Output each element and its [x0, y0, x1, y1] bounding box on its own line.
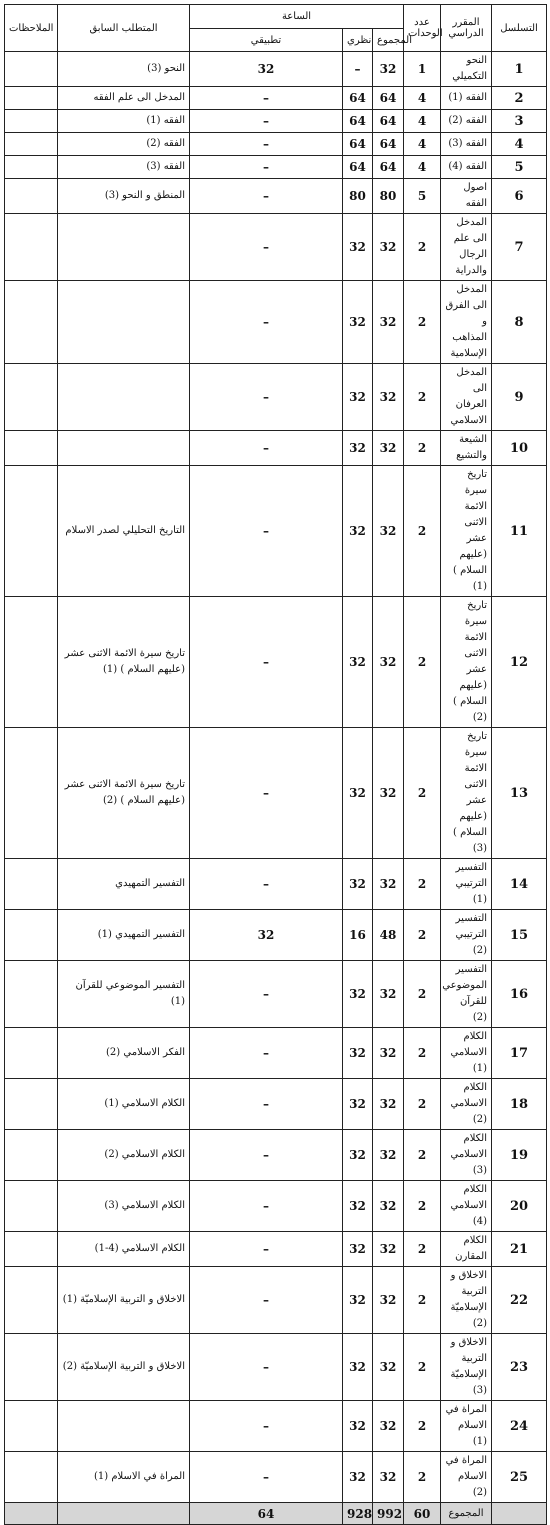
- total-hours-cell: 80: [373, 179, 404, 214]
- seq-cell: 16: [492, 961, 547, 1028]
- course-name-cell: الكلام المقارن: [441, 1232, 492, 1267]
- table-row: [5, 110, 547, 133]
- theory-hours-cell: 32: [343, 961, 373, 1028]
- course-name-cell: تاريخ سيرة الائمة الاثنى عشر (عليهم السلام ) (3): [441, 728, 492, 859]
- total-hours-cell: 32: [373, 281, 404, 364]
- units-cell: 2: [404, 1130, 441, 1181]
- units-cell: 2: [404, 597, 441, 728]
- units-cell: 4: [404, 133, 441, 156]
- course-name-cell: الكلام الاسلامي (2): [441, 1079, 492, 1130]
- practical-hours-cell: –: [190, 364, 343, 431]
- course-name-cell: المدخل الى الفرق و المذاهب الإسلامية: [441, 281, 492, 364]
- course-name-cell: الفقه (3): [441, 133, 492, 156]
- theory-hours-cell: 32: [343, 281, 373, 364]
- practical-hours-cell: –: [190, 961, 343, 1028]
- total-hours-cell: 32: [373, 364, 404, 431]
- remarks-cell: [5, 910, 58, 961]
- total-hours-cell: 64: [373, 156, 404, 179]
- prereq-cell: الفكر الاسلامي (2): [58, 1028, 190, 1079]
- table-row: [5, 1452, 547, 1503]
- practical-header: تطبيقي: [190, 29, 343, 52]
- theory-hours-cell: 32: [343, 728, 373, 859]
- theory-hours-cell: 64: [343, 133, 373, 156]
- prereq-cell: التاريخ التحليلي لصدر الاسلام: [58, 466, 190, 597]
- theory-hours-cell: 32: [343, 1079, 373, 1130]
- practical-hours-cell: –: [190, 87, 343, 110]
- totals-practical: 64: [190, 1503, 343, 1525]
- practical-hours-cell: –: [190, 1130, 343, 1181]
- table-row: [5, 1130, 547, 1181]
- practical-hours-cell: –: [190, 1334, 343, 1401]
- remarks-cell: [5, 431, 58, 466]
- remarks-cell: [5, 281, 58, 364]
- seq-cell: 20: [492, 1181, 547, 1232]
- theory-hours-cell: 32: [343, 431, 373, 466]
- totals-prereq-cell: [58, 1503, 190, 1525]
- remarks-cell: [5, 1232, 58, 1267]
- prereq-cell: المراة في الاسلام (1): [58, 1452, 190, 1503]
- units-cell: 2: [404, 859, 441, 910]
- total-hours-cell: 64: [373, 110, 404, 133]
- theory-hours-cell: 32: [343, 1401, 373, 1452]
- prereq-cell: الاخلاق و التربية الإسلاميّة (1): [58, 1267, 190, 1334]
- units-cell: 2: [404, 1079, 441, 1130]
- seq-cell: 17: [492, 1028, 547, 1079]
- units-cell: 2: [404, 1452, 441, 1503]
- curriculum-table: [4, 4, 547, 1525]
- table-row: [5, 910, 547, 961]
- units-cell: 4: [404, 110, 441, 133]
- practical-hours-cell: –: [190, 1079, 343, 1130]
- seq-cell: 6: [492, 179, 547, 214]
- units-cell: 2: [404, 961, 441, 1028]
- table-row: [5, 466, 547, 597]
- remarks-cell: [5, 1181, 58, 1232]
- table-row: [5, 1079, 547, 1130]
- practical-hours-cell: –: [190, 431, 343, 466]
- totals-hours: 992: [373, 1503, 404, 1525]
- remarks-cell: [5, 87, 58, 110]
- units-header: عدد الوحدات: [404, 5, 441, 52]
- prereq-cell: [58, 1401, 190, 1452]
- prereq-cell: تاريخ سيرة الائمة الاثنى عشر (عليهم السلام ) (2): [58, 728, 190, 859]
- remarks-cell: [5, 1334, 58, 1401]
- seq-cell: 8: [492, 281, 547, 364]
- seq-header: التسلسل: [492, 5, 547, 52]
- document-page: [4, 4, 546, 1525]
- course-name-cell: التفسير الترتيبي (1): [441, 859, 492, 910]
- prereq-cell: الفقه (2): [58, 133, 190, 156]
- practical-hours-cell: –: [190, 156, 343, 179]
- course-name-cell: الفقه (1): [441, 87, 492, 110]
- theory-hours-cell: 32: [343, 1334, 373, 1401]
- seq-cell: 14: [492, 859, 547, 910]
- seq-cell: 24: [492, 1401, 547, 1452]
- table-row: [5, 364, 547, 431]
- total-hours-cell: 32: [373, 1232, 404, 1267]
- theory-hours-cell: 80: [343, 179, 373, 214]
- units-cell: 2: [404, 364, 441, 431]
- practical-hours-cell: 32: [190, 910, 343, 961]
- practical-hours-cell: 32: [190, 52, 343, 87]
- prereq-cell: الكلام الاسلامي (1): [58, 1079, 190, 1130]
- course-name-cell: الفقه (4): [441, 156, 492, 179]
- remarks-cell: [5, 728, 58, 859]
- units-cell: 4: [404, 87, 441, 110]
- prereq-cell: الاخلاق و التربية الإسلاميّة (2): [58, 1334, 190, 1401]
- table-row: [5, 87, 547, 110]
- prereq-cell: التفسير التمهيدي (1): [58, 910, 190, 961]
- total-hours-cell: 32: [373, 1028, 404, 1079]
- total-hours-header: المجموع: [373, 29, 404, 52]
- seq-cell: 1: [492, 52, 547, 87]
- remarks-cell: [5, 597, 58, 728]
- total-hours-cell: 32: [373, 1401, 404, 1452]
- remarks-cell: [5, 179, 58, 214]
- prereq-cell: الكلام الاسلامي (2): [58, 1130, 190, 1181]
- table-row: [5, 961, 547, 1028]
- table-row: [5, 179, 547, 214]
- theory-hours-cell: 64: [343, 87, 373, 110]
- remarks-cell: [5, 466, 58, 597]
- prereq-cell: المدخل الى علم الفقه: [58, 87, 190, 110]
- units-cell: 2: [404, 466, 441, 597]
- theory-hours-cell: 32: [343, 1130, 373, 1181]
- remarks-cell: [5, 156, 58, 179]
- course-name-cell: التفسير الترتيبي (2): [441, 910, 492, 961]
- course-name-cell: تاريخ سيرة الائمة الاثنى عشر (عليهم السلام ) (1): [441, 466, 492, 597]
- theory-hours-cell: 32: [343, 466, 373, 597]
- table-row: [5, 281, 547, 364]
- total-hours-cell: 64: [373, 133, 404, 156]
- practical-hours-cell: –: [190, 1028, 343, 1079]
- units-cell: 2: [404, 1028, 441, 1079]
- remarks-cell: [5, 1028, 58, 1079]
- prereq-cell: [58, 214, 190, 281]
- seq-cell: 22: [492, 1267, 547, 1334]
- course-name-cell: الكلام الاسلامي (3): [441, 1130, 492, 1181]
- seq-cell: 19: [492, 1130, 547, 1181]
- remarks-cell: [5, 133, 58, 156]
- totals-row: [5, 1503, 547, 1525]
- theory-hours-cell: 32: [343, 1267, 373, 1334]
- theory-hours-cell: 32: [343, 597, 373, 728]
- prereq-cell: [58, 281, 190, 364]
- theory-hours-cell: 64: [343, 156, 373, 179]
- course-name-cell: المدخل الى العرفان الاسلامي: [441, 364, 492, 431]
- total-hours-cell: 64: [373, 87, 404, 110]
- theory-hours-cell: 16: [343, 910, 373, 961]
- total-hours-cell: 32: [373, 52, 404, 87]
- theory-hours-cell: 32: [343, 214, 373, 281]
- theory-hours-cell: 32: [343, 1232, 373, 1267]
- seq-cell: 15: [492, 910, 547, 961]
- prereq-cell: المنطق و النحو (3): [58, 179, 190, 214]
- table-row: [5, 1181, 547, 1232]
- prereq-cell: [58, 431, 190, 466]
- total-hours-cell: 32: [373, 214, 404, 281]
- remarks-cell: [5, 1401, 58, 1452]
- remarks-cell: [5, 214, 58, 281]
- seq-cell: 18: [492, 1079, 547, 1130]
- units-cell: 1: [404, 52, 441, 87]
- total-hours-cell: 48: [373, 910, 404, 961]
- remarks-cell: [5, 52, 58, 87]
- practical-hours-cell: –: [190, 133, 343, 156]
- table-row: [5, 214, 547, 281]
- course-header: المقرر الدراسي: [441, 5, 492, 52]
- remarks-cell: [5, 110, 58, 133]
- total-hours-cell: 32: [373, 1452, 404, 1503]
- course-name-cell: التفسير الموضوعي للقرآن (2): [441, 961, 492, 1028]
- units-cell: 2: [404, 1181, 441, 1232]
- units-cell: 5: [404, 179, 441, 214]
- theory-hours-cell: 32: [343, 1028, 373, 1079]
- seq-cell: 9: [492, 364, 547, 431]
- totals-label: المجموع: [441, 1503, 492, 1525]
- units-cell: 2: [404, 728, 441, 859]
- hours-header: الساعة: [190, 5, 404, 29]
- seq-cell: 5: [492, 156, 547, 179]
- theory-hours-cell: 32: [343, 364, 373, 431]
- practical-hours-cell: –: [190, 859, 343, 910]
- prereq-cell: التفسير التمهيدي: [58, 859, 190, 910]
- remarks-cell: [5, 1267, 58, 1334]
- course-name-cell: الاخلاق و التربية الإسلاميّة (3): [441, 1334, 492, 1401]
- table-row: [5, 597, 547, 728]
- course-name-cell: تاريخ سيرة الائمة الاثنى عشر (عليهم السلام ) (2): [441, 597, 492, 728]
- practical-hours-cell: –: [190, 1181, 343, 1232]
- seq-cell: 4: [492, 133, 547, 156]
- practical-hours-cell: –: [190, 728, 343, 859]
- remarks-cell: [5, 859, 58, 910]
- seq-cell: 21: [492, 1232, 547, 1267]
- seq-cell: 23: [492, 1334, 547, 1401]
- seq-cell: 2: [492, 87, 547, 110]
- course-name-cell: الكلام الاسلامي (1): [441, 1028, 492, 1079]
- seq-cell: 13: [492, 728, 547, 859]
- remarks-header: الملاحظات: [5, 5, 58, 52]
- seq-cell: 11: [492, 466, 547, 597]
- total-hours-cell: 32: [373, 466, 404, 597]
- course-name-cell: المدخل الى علم الرجال والدراية: [441, 214, 492, 281]
- remarks-cell: [5, 961, 58, 1028]
- units-cell: 4: [404, 156, 441, 179]
- course-name-cell: المراة في الاسلام (1): [441, 1401, 492, 1452]
- remarks-cell: [5, 1079, 58, 1130]
- table-row: [5, 1267, 547, 1334]
- totals-units: 60: [404, 1503, 441, 1525]
- remarks-cell: [5, 364, 58, 431]
- units-cell: 2: [404, 1232, 441, 1267]
- prereq-cell: الكلام الاسلامي (3): [58, 1181, 190, 1232]
- course-name-cell: اصول الفقه: [441, 179, 492, 214]
- units-cell: 2: [404, 910, 441, 961]
- table-row: [5, 1334, 547, 1401]
- course-name-cell: الكلام الاسلامي (4): [441, 1181, 492, 1232]
- total-hours-cell: 32: [373, 859, 404, 910]
- seq-cell: 7: [492, 214, 547, 281]
- theory-hours-cell: –: [343, 52, 373, 87]
- seq-cell: 25: [492, 1452, 547, 1503]
- practical-hours-cell: –: [190, 281, 343, 364]
- table-row: [5, 1232, 547, 1267]
- practical-hours-cell: –: [190, 1267, 343, 1334]
- theory-hours-cell: 32: [343, 1452, 373, 1503]
- units-cell: 2: [404, 1334, 441, 1401]
- theory-hours-cell: 32: [343, 1181, 373, 1232]
- prereq-cell: النحو (3): [58, 52, 190, 87]
- course-name-cell: المراة في الاسلام (2): [441, 1452, 492, 1503]
- totals-seq-cell: [492, 1503, 547, 1525]
- total-hours-cell: 32: [373, 1267, 404, 1334]
- total-hours-cell: 32: [373, 728, 404, 859]
- units-cell: 2: [404, 1401, 441, 1452]
- units-cell: 2: [404, 1267, 441, 1334]
- table-row: [5, 133, 547, 156]
- remarks-cell: [5, 1130, 58, 1181]
- table-row: [5, 1028, 547, 1079]
- seq-cell: 3: [492, 110, 547, 133]
- practical-hours-cell: –: [190, 466, 343, 597]
- theory-hours-cell: 64: [343, 110, 373, 133]
- total-hours-cell: 32: [373, 1181, 404, 1232]
- total-hours-cell: 32: [373, 1130, 404, 1181]
- prereq-cell: الكلام الاسلامي (4-1): [58, 1232, 190, 1267]
- totals-remarks-cell: [5, 1503, 58, 1525]
- prereq-cell: تاريخ سيرة الائمة الاثنى عشر (عليهم السلام ) (1): [58, 597, 190, 728]
- practical-hours-cell: –: [190, 179, 343, 214]
- seq-cell: 10: [492, 431, 547, 466]
- practical-hours-cell: –: [190, 214, 343, 281]
- total-hours-cell: 32: [373, 1079, 404, 1130]
- units-cell: 2: [404, 281, 441, 364]
- units-cell: 2: [404, 214, 441, 281]
- prereq-header: المتطلب السابق: [58, 5, 190, 52]
- total-hours-cell: 32: [373, 1334, 404, 1401]
- course-name-cell: النحو التكميلي: [441, 52, 492, 87]
- totals-theory: 928: [343, 1503, 373, 1525]
- prereq-cell: الفقه (1): [58, 110, 190, 133]
- practical-hours-cell: –: [190, 1452, 343, 1503]
- theory-hours-cell: 32: [343, 859, 373, 910]
- prereq-cell: [58, 364, 190, 431]
- practical-hours-cell: –: [190, 110, 343, 133]
- remarks-cell: [5, 1452, 58, 1503]
- theory-header: نظري: [343, 29, 373, 52]
- table-row: [5, 431, 547, 466]
- total-hours-cell: 32: [373, 597, 404, 728]
- course-name-cell: الشيعة والتشيع: [441, 431, 492, 466]
- table-row: [5, 728, 547, 859]
- total-hours-cell: 32: [373, 961, 404, 1028]
- prereq-cell: التفسير الموضوعي للقرآن (1): [58, 961, 190, 1028]
- course-name-cell: الفقه (2): [441, 110, 492, 133]
- course-name-cell: الاخلاق و التربية الإسلاميّة (2): [441, 1267, 492, 1334]
- prereq-cell: الفقه (3): [58, 156, 190, 179]
- table-row: [5, 52, 547, 87]
- table-row: [5, 859, 547, 910]
- table-row: [5, 156, 547, 179]
- practical-hours-cell: –: [190, 597, 343, 728]
- seq-cell: 12: [492, 597, 547, 728]
- practical-hours-cell: –: [190, 1232, 343, 1267]
- total-hours-cell: 32: [373, 431, 404, 466]
- units-cell: 2: [404, 431, 441, 466]
- practical-hours-cell: –: [190, 1401, 343, 1452]
- table-row: [5, 1401, 547, 1452]
